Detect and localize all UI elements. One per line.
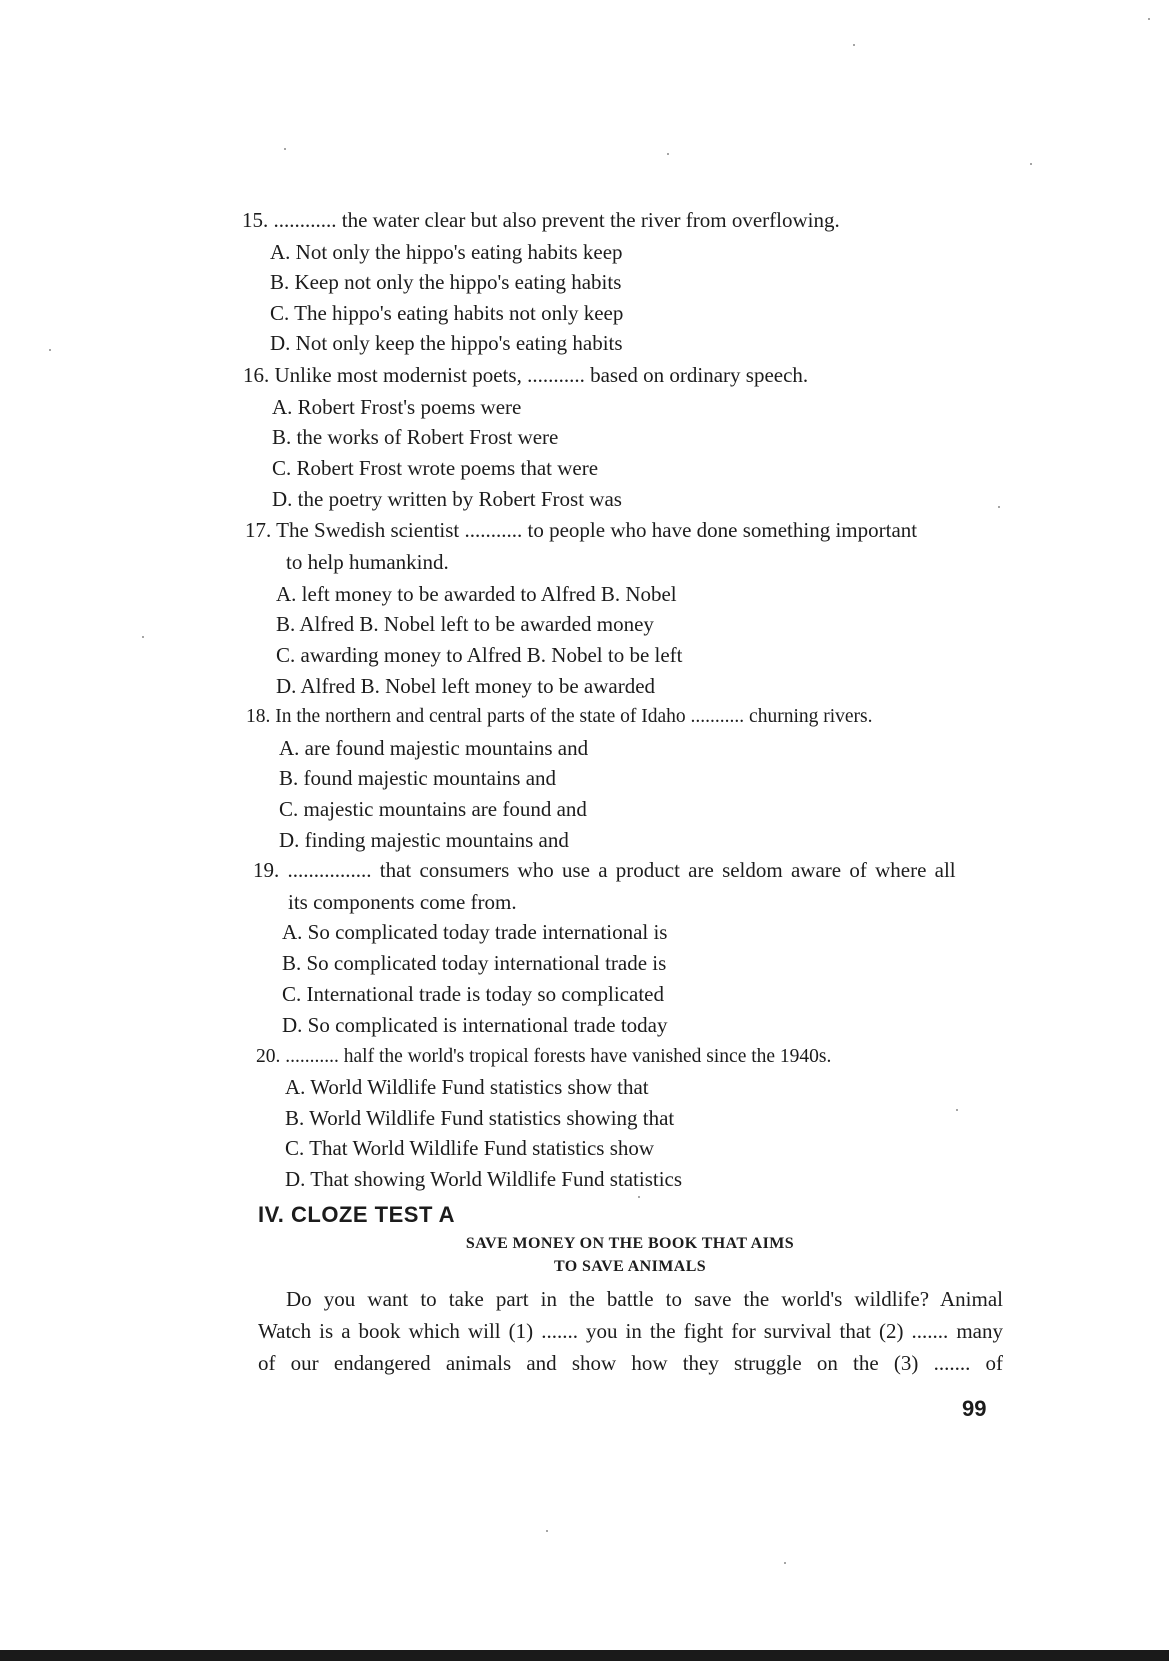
question-17-option-c: C. awarding money to Alfred B. Nobel to be left — [276, 643, 683, 667]
question-17-option-a: A. left money to be awarded to Alfred B. Nobel — [276, 582, 677, 606]
scan-speck — [284, 148, 286, 150]
question-15-option-c: C. The hippo's eating habits not only keep — [270, 301, 624, 325]
question-20-stem: 20. ........... half the world's tropical forests have vanished since the 1940s. — [256, 1046, 832, 1067]
scan-speck — [638, 1196, 640, 1198]
question-19-option-d: D. So complicated is international trade today — [282, 1013, 668, 1037]
question-18-option-a: A. are found majestic mountains and — [279, 736, 589, 760]
scan-speck — [546, 1530, 548, 1532]
question-18-stem: 18. In the northern and central parts of the state of Idaho ........... churning rivers. — [246, 706, 873, 727]
paragraph-line-1: Do you want to take part in the battle to save the world's wildlife? Animal — [286, 1287, 1003, 1311]
scan-speck — [1148, 18, 1150, 20]
question-15-stem: 15. ............ the water clear but also prevent the river from overflowing. — [242, 208, 840, 232]
question-19-option-a: A. So complicated today trade international is — [282, 920, 668, 944]
scan-speck — [1030, 163, 1032, 165]
question-15-option-d: D. Not only keep the hippo's eating habits — [270, 331, 623, 355]
question-19-stem-continued: its components come from. — [288, 890, 517, 914]
question-17-option-d: D. Alfred B. Nobel left money to be awarded — [276, 674, 656, 698]
question-20-option-a: A. World Wildlife Fund statistics show that — [285, 1075, 649, 1099]
section-heading: IV. CLOZE TEST A — [258, 1202, 456, 1227]
question-15-option-a: A. Not only the hippo's eating habits keep — [270, 240, 623, 264]
paragraph-line-2: Watch is a book which will (1) ....... you in the fight for survival that (2) ....... many — [258, 1319, 1003, 1343]
question-19-option-c: C. International trade is today so complicated — [282, 982, 664, 1006]
passage-title-line-2: TO SAVE ANIMALS — [553, 1258, 707, 1275]
question-16-option-d: D. the poetry written by Robert Frost was — [272, 487, 622, 511]
question-20-option-d: D. That showing World Wildlife Fund statistics — [285, 1167, 683, 1191]
passage-title-line-1: SAVE MONEY ON THE BOOK THAT AIMS — [465, 1235, 795, 1252]
question-20-option-c: C. That World Wildlife Fund statistics show — [285, 1136, 655, 1160]
scan-speck — [142, 636, 144, 638]
question-18-option-b: B. found majestic mountains and — [279, 766, 557, 790]
scan-speck — [49, 349, 51, 351]
passage-paragraph — [258, 1283, 1003, 1379]
question-17-option-b: B. Alfred B. Nobel left to be awarded money — [276, 612, 654, 636]
scan-bottom-edge — [0, 1650, 1169, 1661]
question-16-stem: 16. Unlike most modernist poets, ........... based on ordinary speech. — [243, 363, 809, 387]
question-17-stem-continued: to help humankind. — [286, 550, 449, 574]
paragraph-line-3: of our endangered animals and show how they struggle on the (3) ....... of — [258, 1351, 1003, 1375]
scan-speck — [853, 44, 855, 46]
question-15-option-b: B. Keep not only the hippo's eating habits — [270, 270, 622, 294]
question-19-stem: 19. ................ that consumers who use a product are seldom aware of where all — [253, 858, 956, 882]
scan-speck — [784, 1562, 786, 1564]
scan-speck — [998, 506, 1000, 508]
question-17-stem: 17. The Swedish scientist ........... to people who have done something important — [245, 518, 918, 542]
question-16-option-b: B. the works of Robert Frost were — [272, 425, 559, 449]
question-16-option-a: A. Robert Frost's poems were — [272, 395, 522, 419]
page-number: 99 — [962, 1396, 987, 1421]
question-19-option-b: B. So complicated today international trade is — [282, 951, 667, 975]
question-16-option-c: C. Robert Frost wrote poems that were — [272, 456, 599, 480]
question-20-option-b: B. World Wildlife Fund statistics showing that — [285, 1106, 675, 1130]
scan-speck — [956, 1109, 958, 1111]
question-18-option-d: D. finding majestic mountains and — [279, 828, 569, 852]
question-18-option-c: C. majestic mountains are found and — [279, 797, 587, 821]
scan-speck — [667, 153, 669, 155]
